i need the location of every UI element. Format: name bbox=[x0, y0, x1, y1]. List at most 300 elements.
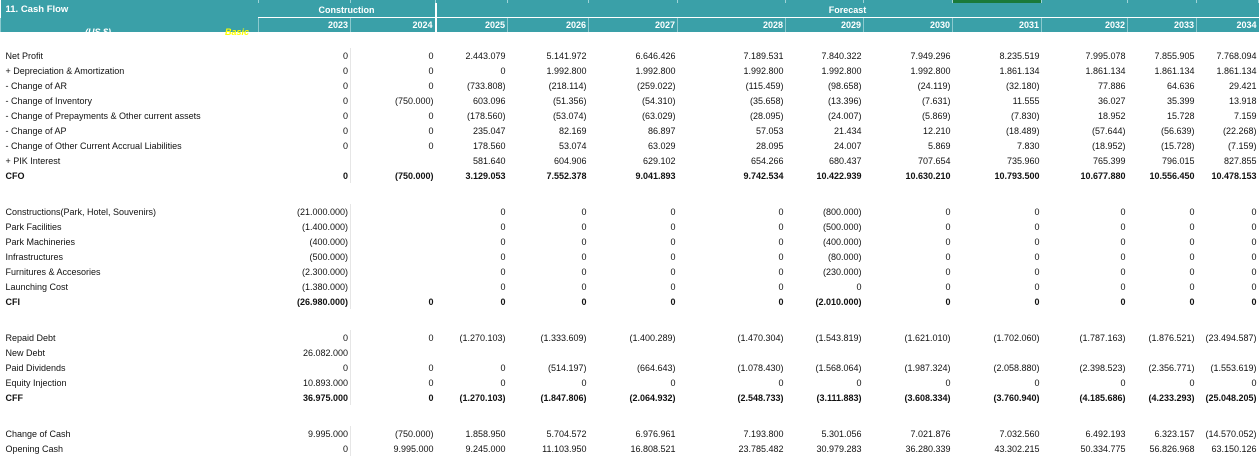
value-cell-2033[interactable]: 0 bbox=[1189, 221, 1195, 232]
year-header-2026[interactable]: 2026 bbox=[508, 18, 589, 33]
value-cell-2029[interactable]: 5.301.056 bbox=[821, 428, 862, 439]
value-cell-2033[interactable]: 0 bbox=[1189, 377, 1195, 388]
row-label[interactable]: CFI bbox=[5, 296, 20, 307]
value-cell-2027[interactable]: 0 bbox=[670, 251, 676, 262]
value-cell-2024[interactable] bbox=[351, 264, 436, 279]
value-cell-2025[interactable]: 0 bbox=[500, 281, 506, 292]
value-cell-2028[interactable]: 7.193.800 bbox=[743, 428, 784, 439]
value-cell-2029[interactable]: 680.437 bbox=[828, 155, 862, 166]
value-cell-2029[interactable]: (24.007) bbox=[827, 110, 862, 121]
year-header-2027[interactable]: 2027 bbox=[589, 18, 678, 33]
value-cell-2031[interactable]: 10.793.500 bbox=[994, 170, 1040, 181]
value-cell-2029[interactable]: (2.010.000) bbox=[815, 296, 862, 307]
value-cell-2034[interactable]: 63.150.126 bbox=[1211, 443, 1257, 454]
value-cell-2031[interactable]: (7.830) bbox=[1010, 110, 1040, 121]
value-cell-2033[interactable]: 796.015 bbox=[1161, 155, 1195, 166]
value-cell-2023[interactable]: (1.400.000) bbox=[259, 219, 351, 234]
value-cell-2033[interactable] bbox=[1128, 345, 1197, 360]
year-header-2034[interactable]: 2034 bbox=[1197, 18, 1259, 33]
value-cell-2029[interactable]: 7.840.322 bbox=[821, 50, 862, 61]
value-cell-2031[interactable]: 0 bbox=[1034, 377, 1040, 388]
value-cell-2027[interactable]: 0 bbox=[670, 221, 676, 232]
value-cell-2031[interactable]: 0 bbox=[1034, 236, 1040, 247]
value-cell-2030[interactable]: (5.869) bbox=[921, 110, 951, 121]
value-cell-2030[interactable]: 5.869 bbox=[927, 140, 951, 151]
value-cell-2024[interactable] bbox=[351, 219, 436, 234]
value-cell-2032[interactable]: 0 bbox=[1120, 236, 1126, 247]
units-cell[interactable] bbox=[1, 18, 259, 37]
value-cell-2028[interactable]: (115.459) bbox=[745, 80, 784, 91]
value-cell-2030[interactable]: 0 bbox=[945, 377, 951, 388]
value-cell-2024[interactable] bbox=[351, 153, 436, 168]
value-cell-2024[interactable]: 0 bbox=[428, 110, 434, 121]
value-cell-2031[interactable]: 8.235.519 bbox=[999, 50, 1040, 61]
value-cell-2028[interactable]: 0 bbox=[778, 206, 784, 217]
value-cell-2032[interactable]: 50.334.775 bbox=[1080, 443, 1126, 454]
value-cell-2034[interactable]: 1.861.134 bbox=[1216, 65, 1257, 76]
value-cell-2023[interactable]: (26.980.000) bbox=[259, 294, 351, 309]
row-label[interactable]: Park Machineries bbox=[5, 236, 76, 247]
value-cell-2034[interactable]: 29.421 bbox=[1228, 80, 1257, 91]
value-cell-2031[interactable]: 7.830 bbox=[1016, 140, 1040, 151]
value-cell-2030[interactable]: 7.949.296 bbox=[910, 50, 951, 61]
row-label[interactable]: - Change of AP bbox=[5, 125, 67, 136]
value-cell-2025[interactable]: 1.858.950 bbox=[465, 428, 506, 439]
value-cell-2024[interactable]: 0 bbox=[428, 50, 434, 61]
row-label[interactable]: Equity Injection bbox=[5, 377, 67, 388]
value-cell-2033[interactable]: 0 bbox=[1189, 236, 1195, 247]
value-cell-2031[interactable] bbox=[953, 345, 1042, 360]
value-cell-2034[interactable]: 0 bbox=[1251, 281, 1257, 292]
value-cell-2033[interactable]: 0 bbox=[1189, 281, 1195, 292]
value-cell-2028[interactable]: 0 bbox=[778, 251, 784, 262]
row-label[interactable]: - Change of Prepayments & Other current assets bbox=[5, 110, 201, 121]
value-cell-2034[interactable]: 0 bbox=[1251, 206, 1257, 217]
value-cell-2024[interactable]: 0 bbox=[428, 125, 434, 136]
value-cell-2024[interactable]: (750.000) bbox=[394, 428, 434, 439]
value-cell-2024[interactable]: 0 bbox=[428, 332, 434, 343]
value-cell-2028[interactable]: 1.992.800 bbox=[743, 65, 784, 76]
row-label[interactable]: Park Facilities bbox=[5, 221, 62, 232]
value-cell-2034[interactable]: (14.570.052) bbox=[1205, 428, 1257, 439]
blank-cell[interactable] bbox=[1, 183, 1259, 204]
value-cell-2030[interactable]: 0 bbox=[945, 296, 951, 307]
value-cell-2025[interactable]: 0 bbox=[500, 221, 506, 232]
value-cell-2034[interactable]: 827.855 bbox=[1223, 155, 1257, 166]
value-cell-2030[interactable]: 707.654 bbox=[917, 155, 951, 166]
value-cell-2026[interactable]: 604.906 bbox=[553, 155, 587, 166]
value-cell-2030[interactable]: 0 bbox=[945, 221, 951, 232]
value-cell-2025[interactable]: 0 bbox=[500, 266, 506, 277]
value-cell-2032[interactable]: (2.398.523) bbox=[1079, 362, 1126, 373]
blank-cell[interactable] bbox=[1, 32, 1259, 48]
value-cell-2025[interactable]: 3.129.053 bbox=[465, 170, 506, 181]
value-cell-2023[interactable]: 0 bbox=[259, 330, 351, 345]
value-cell-2025[interactable] bbox=[436, 345, 508, 360]
value-cell-2032[interactable]: 0 bbox=[1120, 206, 1126, 217]
row-label[interactable]: Constructions(Park, Hotel, Souvenirs) bbox=[5, 206, 157, 217]
row-label[interactable]: Change of Cash bbox=[5, 428, 71, 439]
row-label[interactable]: + Depreciation & Amortization bbox=[5, 65, 125, 76]
value-cell-2024[interactable] bbox=[351, 249, 436, 264]
value-cell-2024[interactable]: (750.000) bbox=[394, 170, 434, 181]
value-cell-2034[interactable]: (23.494.587) bbox=[1205, 332, 1257, 343]
value-cell-2031[interactable]: (32.180) bbox=[1005, 80, 1040, 91]
value-cell-2026[interactable]: (53.074) bbox=[552, 110, 587, 121]
value-cell-2023[interactable]: (2.300.000) bbox=[259, 264, 351, 279]
year-header-2023[interactable]: 2023 bbox=[259, 18, 351, 33]
value-cell-2026[interactable]: 0 bbox=[581, 266, 587, 277]
value-cell-2023[interactable]: (400.000) bbox=[259, 234, 351, 249]
value-cell-2026[interactable]: (218.114) bbox=[548, 80, 587, 91]
value-cell-2033[interactable]: 1.861.134 bbox=[1154, 65, 1195, 76]
value-cell-2032[interactable]: 0 bbox=[1120, 377, 1126, 388]
value-cell-2027[interactable]: 0 bbox=[670, 377, 676, 388]
value-cell-2027[interactable]: 6.646.426 bbox=[635, 50, 676, 61]
value-cell-2029[interactable]: (80.000) bbox=[827, 251, 862, 262]
value-cell-2033[interactable]: 64.636 bbox=[1166, 80, 1195, 91]
value-cell-2023[interactable]: 0 bbox=[259, 93, 351, 108]
value-cell-2031[interactable]: 0 bbox=[1034, 266, 1040, 277]
value-cell-2031[interactable]: 735.960 bbox=[1006, 155, 1040, 166]
row-label[interactable]: Paid Dividends bbox=[5, 362, 66, 373]
value-cell-2031[interactable]: (1.702.060) bbox=[993, 332, 1040, 343]
value-cell-2034[interactable]: 10.478.153 bbox=[1211, 170, 1257, 181]
value-cell-2026[interactable]: 1.992.800 bbox=[546, 65, 587, 76]
value-cell-2027[interactable]: 1.992.800 bbox=[635, 65, 676, 76]
value-cell-2024[interactable]: 0 bbox=[428, 140, 434, 151]
value-cell-2030[interactable]: (1.621.010) bbox=[904, 332, 951, 343]
value-cell-2027[interactable] bbox=[589, 345, 678, 360]
value-cell-2027[interactable]: (664.643) bbox=[636, 362, 676, 373]
year-header-2029[interactable]: 2029 bbox=[786, 18, 864, 33]
value-cell-2024[interactable]: (750.000) bbox=[394, 95, 434, 106]
value-cell-2033[interactable]: 15.728 bbox=[1166, 110, 1195, 121]
value-cell-2027[interactable]: 6.976.961 bbox=[635, 428, 676, 439]
value-cell-2028[interactable]: (2.548.733) bbox=[737, 392, 784, 403]
blank-cell[interactable] bbox=[1, 309, 1259, 330]
value-cell-2034[interactable]: 0 bbox=[1251, 296, 1257, 307]
sheet-title[interactable]: 11. Cash Flow bbox=[1, 3, 259, 18]
value-cell-2034[interactable]: 0 bbox=[1251, 266, 1257, 277]
value-cell-2023[interactable]: 0 bbox=[259, 78, 351, 93]
value-cell-2026[interactable]: 0 bbox=[581, 251, 587, 262]
row-label[interactable]: CFF bbox=[5, 392, 23, 403]
value-cell-2023[interactable]: 0 bbox=[259, 108, 351, 123]
row-label[interactable]: Infrastructures bbox=[5, 251, 64, 262]
value-cell-2026[interactable]: 0 bbox=[581, 221, 587, 232]
value-cell-2027[interactable]: 63.029 bbox=[647, 140, 676, 151]
value-cell-2028[interactable]: 0 bbox=[778, 281, 784, 292]
value-cell-2030[interactable]: 0 bbox=[945, 266, 951, 277]
value-cell-2027[interactable]: 9.041.893 bbox=[635, 170, 676, 181]
year-header-2028[interactable]: 2028 bbox=[678, 18, 786, 33]
value-cell-2027[interactable]: 0 bbox=[670, 206, 676, 217]
value-cell-2026[interactable] bbox=[508, 345, 589, 360]
row-label[interactable]: Launching Cost bbox=[5, 281, 69, 292]
value-cell-2026[interactable]: (514.197) bbox=[547, 362, 587, 373]
value-cell-2029[interactable]: 0 bbox=[856, 377, 862, 388]
value-cell-2029[interactable]: (400.000) bbox=[822, 236, 862, 247]
value-cell-2025[interactable]: 0 bbox=[500, 206, 506, 217]
value-cell-2029[interactable]: 0 bbox=[856, 281, 862, 292]
value-cell-2032[interactable]: 77.886 bbox=[1097, 80, 1126, 91]
value-cell-2027[interactable]: (2.064.932) bbox=[629, 392, 676, 403]
value-cell-2033[interactable]: 0 bbox=[1189, 206, 1195, 217]
value-cell-2029[interactable]: (1.568.064) bbox=[815, 362, 862, 373]
value-cell-2028[interactable]: (1.470.304) bbox=[737, 332, 784, 343]
value-cell-2026[interactable]: (1.847.806) bbox=[540, 392, 587, 403]
value-cell-2026[interactable]: 5.141.972 bbox=[546, 50, 587, 61]
value-cell-2026[interactable]: 0 bbox=[581, 236, 587, 247]
value-cell-2028[interactable]: 0 bbox=[778, 377, 784, 388]
value-cell-2031[interactable]: 0 bbox=[1034, 296, 1040, 307]
value-cell-2024[interactable] bbox=[351, 204, 436, 219]
value-cell-2027[interactable]: 16.808.521 bbox=[630, 443, 676, 454]
value-cell-2026[interactable]: 0 bbox=[581, 296, 587, 307]
value-cell-2025[interactable]: 0 bbox=[500, 377, 506, 388]
value-cell-2031[interactable]: 0 bbox=[1034, 251, 1040, 262]
value-cell-2031[interactable]: 11.555 bbox=[1012, 95, 1040, 106]
value-cell-2027[interactable]: (63.029) bbox=[641, 110, 676, 121]
value-cell-2034[interactable]: 7.159 bbox=[1233, 110, 1257, 121]
value-cell-2034[interactable]: 13.918 bbox=[1228, 95, 1257, 106]
value-cell-2031[interactable]: 0 bbox=[1034, 206, 1040, 217]
value-cell-2033[interactable]: 0 bbox=[1189, 296, 1195, 307]
value-cell-2028[interactable]: 57.053 bbox=[755, 125, 784, 136]
row-label[interactable]: - Change of AR bbox=[5, 80, 68, 91]
value-cell-2034[interactable]: 7.768.094 bbox=[1216, 50, 1257, 61]
value-cell-2024[interactable]: 0 bbox=[428, 80, 434, 91]
value-cell-2033[interactable]: 6.323.157 bbox=[1154, 428, 1195, 439]
value-cell-2029[interactable]: (800.000) bbox=[822, 206, 862, 217]
value-cell-2034[interactable]: (25.048.205) bbox=[1205, 392, 1257, 403]
value-cell-2028[interactable]: 23.785.482 bbox=[738, 443, 784, 454]
value-cell-2023[interactable]: 36.975.000 bbox=[259, 390, 351, 405]
value-cell-2030[interactable]: 12.210 bbox=[922, 125, 951, 136]
value-cell-2032[interactable]: 18.952 bbox=[1097, 110, 1126, 121]
value-cell-2028[interactable]: (1.078.430) bbox=[737, 362, 784, 373]
value-cell-2023[interactable]: 0 bbox=[259, 360, 351, 375]
value-cell-2025[interactable]: 9.245.000 bbox=[465, 443, 506, 454]
value-cell-2023[interactable]: 0 bbox=[259, 168, 351, 183]
value-cell-2032[interactable]: 0 bbox=[1120, 266, 1126, 277]
value-cell-2032[interactable] bbox=[1042, 345, 1128, 360]
value-cell-2028[interactable]: 7.189.531 bbox=[743, 50, 784, 61]
value-cell-2033[interactable]: 35.399 bbox=[1166, 95, 1195, 106]
row-label[interactable]: Opening Cash bbox=[5, 443, 64, 454]
value-cell-2030[interactable]: (7.631) bbox=[921, 95, 951, 106]
value-cell-2032[interactable]: 1.861.134 bbox=[1085, 65, 1126, 76]
year-header-2025[interactable]: 2025 bbox=[436, 18, 508, 33]
value-cell-2023[interactable]: 10.893.000 bbox=[259, 375, 351, 390]
value-cell-2025[interactable]: 0 bbox=[500, 236, 506, 247]
year-header-2033[interactable]: 2033 bbox=[1128, 18, 1197, 33]
value-cell-2023[interactable]: (21.000.000) bbox=[259, 204, 351, 219]
value-cell-2029[interactable]: (230.000) bbox=[822, 266, 862, 277]
value-cell-2034[interactable]: (1.553.619) bbox=[1210, 362, 1257, 373]
value-cell-2027[interactable]: 0 bbox=[670, 236, 676, 247]
value-cell-2031[interactable]: 0 bbox=[1034, 221, 1040, 232]
value-cell-2033[interactable]: (56.639) bbox=[1160, 125, 1195, 136]
value-cell-2025[interactable]: (1.270.103) bbox=[459, 332, 506, 343]
value-cell-2024[interactable]: 0 bbox=[428, 377, 434, 388]
value-cell-2025[interactable]: 0 bbox=[500, 362, 506, 373]
value-cell-2029[interactable]: 21.434 bbox=[833, 125, 862, 136]
value-cell-2026[interactable]: 5.704.572 bbox=[546, 428, 587, 439]
value-cell-2026[interactable]: (51.356) bbox=[552, 95, 587, 106]
row-label[interactable]: New Debt bbox=[5, 347, 46, 358]
value-cell-2025[interactable]: (1.270.103) bbox=[459, 392, 506, 403]
value-cell-2029[interactable]: (3.111.883) bbox=[816, 392, 862, 403]
value-cell-2026[interactable]: 7.552.378 bbox=[546, 170, 587, 181]
value-cell-2025[interactable]: 0 bbox=[500, 251, 506, 262]
value-cell-2031[interactable]: 1.861.134 bbox=[999, 65, 1040, 76]
value-cell-2024[interactable] bbox=[351, 345, 436, 360]
value-cell-2030[interactable]: 1.992.800 bbox=[910, 65, 951, 76]
value-cell-2028[interactable] bbox=[678, 345, 786, 360]
value-cell-2025[interactable]: 0 bbox=[500, 296, 506, 307]
value-cell-2030[interactable]: 0 bbox=[945, 251, 951, 262]
value-cell-2025[interactable]: 603.096 bbox=[472, 95, 506, 106]
value-cell-2027[interactable]: (54.310) bbox=[641, 95, 676, 106]
value-cell-2026[interactable]: 0 bbox=[581, 377, 587, 388]
value-cell-2024[interactable] bbox=[351, 279, 436, 294]
value-cell-2033[interactable]: 0 bbox=[1189, 266, 1195, 277]
value-cell-2034[interactable]: (22.268) bbox=[1222, 125, 1257, 136]
value-cell-2023[interactable]: 0 bbox=[259, 123, 351, 138]
value-cell-2026[interactable]: 53.074 bbox=[558, 140, 587, 151]
value-cell-2023[interactable]: (1.380.000) bbox=[259, 279, 351, 294]
row-label[interactable]: - Change of Other Current Accrual Liabilities bbox=[5, 140, 182, 151]
value-cell-2030[interactable]: 36.280.339 bbox=[905, 443, 951, 454]
value-cell-2034[interactable]: 0 bbox=[1251, 236, 1257, 247]
value-cell-2032[interactable]: 10.677.880 bbox=[1080, 170, 1126, 181]
value-cell-2032[interactable]: 0 bbox=[1120, 281, 1126, 292]
value-cell-2031[interactable]: (18.489) bbox=[1005, 125, 1040, 136]
value-cell-2028[interactable]: 0 bbox=[778, 236, 784, 247]
value-cell-2032[interactable]: 0 bbox=[1120, 251, 1126, 262]
value-cell-2034[interactable]: 0 bbox=[1251, 377, 1257, 388]
blank-cell[interactable] bbox=[1, 405, 1259, 426]
value-cell-2030[interactable]: 7.021.876 bbox=[910, 428, 951, 439]
value-cell-2025[interactable]: 581.640 bbox=[472, 155, 506, 166]
value-cell-2026[interactable]: (1.333.609) bbox=[540, 332, 587, 343]
value-cell-2026[interactable]: 0 bbox=[581, 281, 587, 292]
value-cell-2033[interactable]: (1.876.521) bbox=[1148, 332, 1195, 343]
value-cell-2029[interactable]: 24.007 bbox=[833, 140, 862, 151]
value-cell-2023[interactable]: 26.082.000 bbox=[259, 345, 351, 360]
value-cell-2032[interactable]: 36.027 bbox=[1097, 95, 1126, 106]
value-cell-2032[interactable]: (4.185.686) bbox=[1079, 392, 1126, 403]
value-cell-2033[interactable]: 7.855.905 bbox=[1154, 50, 1195, 61]
row-label[interactable]: + PIK Interest bbox=[5, 155, 61, 166]
row-label[interactable]: Net Profit bbox=[5, 50, 44, 61]
value-cell-2033[interactable]: 56.826.968 bbox=[1149, 443, 1195, 454]
value-cell-2025[interactable]: (733.808) bbox=[466, 80, 506, 91]
year-header-2024[interactable]: 2024 bbox=[351, 18, 436, 33]
row-label[interactable]: CFO bbox=[5, 170, 25, 181]
value-cell-2023[interactable]: 0 bbox=[259, 63, 351, 78]
value-cell-2023[interactable] bbox=[259, 153, 351, 168]
value-cell-2033[interactable]: 10.556.450 bbox=[1149, 170, 1195, 181]
value-cell-2033[interactable]: (15.728) bbox=[1160, 140, 1195, 151]
value-cell-2031[interactable]: (3.760.940) bbox=[993, 392, 1040, 403]
value-cell-2026[interactable]: 82.169 bbox=[558, 125, 587, 136]
value-cell-2024[interactable] bbox=[351, 234, 436, 249]
value-cell-2032[interactable]: (1.787.163) bbox=[1079, 332, 1126, 343]
value-cell-2029[interactable]: 10.422.939 bbox=[816, 170, 862, 181]
value-cell-2027[interactable]: (1.400.289) bbox=[629, 332, 676, 343]
value-cell-2029[interactable]: (98.658) bbox=[827, 80, 862, 91]
value-cell-2025[interactable]: 178.560 bbox=[472, 140, 506, 151]
value-cell-2025[interactable]: 2.443.079 bbox=[465, 50, 506, 61]
value-cell-2029[interactable]: 30.979.283 bbox=[816, 443, 862, 454]
value-cell-2024[interactable]: 0 bbox=[428, 392, 434, 403]
value-cell-2032[interactable]: 6.492.193 bbox=[1085, 428, 1126, 439]
value-cell-2034[interactable] bbox=[1197, 345, 1259, 360]
value-cell-2030[interactable]: (24.119) bbox=[917, 80, 951, 91]
value-cell-2030[interactable]: 10.630.210 bbox=[905, 170, 951, 181]
value-cell-2029[interactable]: 1.992.800 bbox=[821, 65, 862, 76]
year-header-2032[interactable]: 2032 bbox=[1042, 18, 1128, 33]
row-label[interactable]: - Change of Inventory bbox=[5, 95, 93, 106]
value-cell-2024[interactable]: 0 bbox=[428, 296, 434, 307]
value-cell-2028[interactable]: 654.266 bbox=[750, 155, 784, 166]
value-cell-2023[interactable]: (500.000) bbox=[259, 249, 351, 264]
value-cell-2030[interactable]: (1.987.324) bbox=[904, 362, 951, 373]
year-header-2031[interactable]: 2031 bbox=[953, 18, 1042, 33]
value-cell-2033[interactable]: (4.233.293) bbox=[1148, 392, 1195, 403]
value-cell-2034[interactable]: (7.159) bbox=[1227, 140, 1257, 151]
value-cell-2029[interactable]: (13.396) bbox=[827, 95, 862, 106]
value-cell-2032[interactable]: (18.952) bbox=[1091, 140, 1126, 151]
value-cell-2025[interactable]: (178.560) bbox=[466, 110, 506, 121]
value-cell-2030[interactable]: 0 bbox=[945, 206, 951, 217]
value-cell-2034[interactable]: 0 bbox=[1251, 221, 1257, 232]
value-cell-2029[interactable]: (1.543.819) bbox=[815, 332, 862, 343]
value-cell-2023[interactable]: 0 bbox=[259, 48, 351, 63]
value-cell-2027[interactable]: 0 bbox=[670, 281, 676, 292]
value-cell-2028[interactable]: (28.095) bbox=[749, 110, 784, 121]
value-cell-2027[interactable]: 629.102 bbox=[642, 155, 676, 166]
value-cell-2026[interactable]: 0 bbox=[581, 206, 587, 217]
value-cell-2024[interactable]: 0 bbox=[428, 65, 434, 76]
group-construction[interactable]: Construction bbox=[259, 3, 436, 18]
year-header-2030[interactable]: 2030 bbox=[864, 18, 953, 33]
value-cell-2030[interactable] bbox=[864, 345, 953, 360]
group-forecast[interactable]: Forecast bbox=[436, 3, 1259, 18]
value-cell-2025[interactable]: 235.047 bbox=[472, 125, 506, 136]
value-cell-2034[interactable]: 0 bbox=[1251, 251, 1257, 262]
row-label[interactable]: Repaid Debt bbox=[5, 332, 56, 343]
value-cell-2023[interactable]: 0 bbox=[259, 138, 351, 153]
value-cell-2032[interactable]: (57.644) bbox=[1091, 125, 1126, 136]
value-cell-2028[interactable]: (35.658) bbox=[749, 95, 784, 106]
value-cell-2027[interactable]: 0 bbox=[670, 266, 676, 277]
row-label[interactable]: Furnitures & Accesories bbox=[5, 266, 101, 277]
value-cell-2031[interactable]: 7.032.560 bbox=[999, 428, 1040, 439]
value-cell-2027[interactable]: (259.022) bbox=[636, 80, 676, 91]
value-cell-2027[interactable]: 86.897 bbox=[647, 125, 676, 136]
value-cell-2027[interactable]: 0 bbox=[670, 296, 676, 307]
value-cell-2024[interactable]: 9.995.000 bbox=[393, 443, 434, 454]
value-cell-2028[interactable]: 28.095 bbox=[755, 140, 784, 151]
value-cell-2029[interactable] bbox=[786, 345, 864, 360]
value-cell-2031[interactable]: 0 bbox=[1034, 281, 1040, 292]
value-cell-2032[interactable]: 7.995.078 bbox=[1085, 50, 1126, 61]
value-cell-2030[interactable]: 0 bbox=[945, 281, 951, 292]
